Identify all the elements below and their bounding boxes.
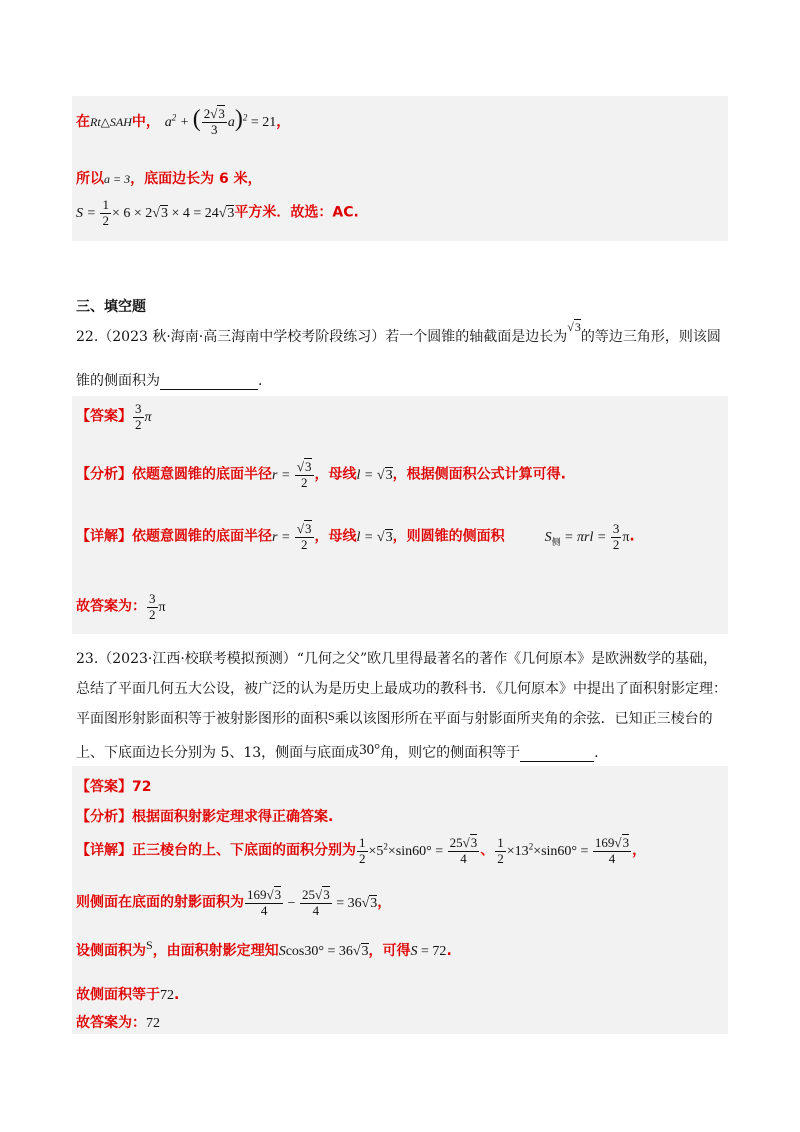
answer-blank <box>160 375 258 390</box>
section-title: 三、填空题 <box>76 299 146 315</box>
q22-analysis: 【分析】依题意圆锥的底面半径r = $\frac{√3}{2}$ ，母线l = √3，根据侧面积公式计算可得. <box>76 459 566 490</box>
triangle-label: Rt△SAH <box>90 115 132 129</box>
q23-detail-line-1: 【详解】正三棱台的上、下底面的面积分别为 $\frac{1}{2}$ $\times 5^2\times\sin 60^\circ$ = $\frac{25√3}{4}$ 、 $\frac{1}{2}$ $\times 13^2\times\sin 60^\circ$ = $\frac{169√3}{4}$ ， <box>76 835 647 866</box>
q23-detail-line-4: 故侧面积等于72. <box>76 987 180 1003</box>
q23-stem-line-4: 上、下底面边长分别为 5、13，侧面与底面成30°角，则它的侧面积等于 . <box>76 742 599 761</box>
q23-answer: 【答案】72 <box>76 779 152 795</box>
q23-final: 故答案为：72 <box>76 1015 160 1031</box>
q23-analysis: 【分析】根据面积射影定理求得正确答案. <box>76 809 334 825</box>
area-equation: S = $\frac{1}{2}$ × 6 × 2√3 × 4 = 24√3 <box>76 197 235 228</box>
q22-stem-line-2: 锥的侧面积为 . <box>76 373 263 389</box>
q22-solution-box <box>72 396 728 634</box>
q23-stem-line-2: 总结了平面几何五大公设，被广泛的认为是历史上最成功的教科书．《几何原本》中提出了面积射影定理： <box>76 681 727 697</box>
q23-detail-line-2: 则侧面在底面的射影面积为 $\frac{169√3}{4}$ − $\frac{25√3}{4}$ = 36√3， <box>76 887 392 918</box>
answer-blank <box>520 747 594 762</box>
q23-stem-line-3: 平面图形射影面积等于被射影图形的面积S乘以该图形所在平面与射影面所夹角的余弦．已知正三棱台的 <box>76 709 713 727</box>
q22-stem-line-1: 22.（2023 秋·海南·高三海南中学校考阶段练习）若一个圆锥的轴截面是边长为√3的等边三角形，则该圆 <box>76 320 721 345</box>
q22-detail: 【详解】依题意圆锥的底面半径r = $\frac{√3}{2}$ ，母线l = √3，则圆锥的侧面积 $S_侧 = \pi rl$ = $\frac{3}{2}$ π. <box>76 521 635 552</box>
q22-answer: 【答案】 $\frac{3}{2}$ π <box>76 401 152 432</box>
q23-stem-line-1: 23.（2023·江西·校联考模拟预测）“几何之父”欧几里得最著名的著作《几何原本》是欧洲数学的基础， <box>76 651 718 667</box>
sqrt3-value: √3 <box>567 320 581 334</box>
q22-final: 故答案为： $\frac{3}{2}$ π <box>76 591 166 622</box>
prev-solution-line-1: 在Rt△SAH中， $a^2$ + ( $\frac{2√3}{3}$ a)$^2$ = 21， <box>76 106 291 138</box>
q23-detail-line-3: 设侧面积为S，由面积射影定理知Scos30° = 36√3，可得S = 72. <box>76 938 452 959</box>
prev-solution-line-3: S = $\frac{1}{2}$ × 6 × 2√3 × 4 = 24√3平方米．故选：AC. <box>76 197 359 228</box>
prev-solution-line-2: 所以a = 3，底面边长为 6 米， <box>76 171 262 187</box>
equation-a-squared: $a^2$ + ( $\frac{2√3}{3}$ a)$^2$ = 21 <box>164 106 277 138</box>
